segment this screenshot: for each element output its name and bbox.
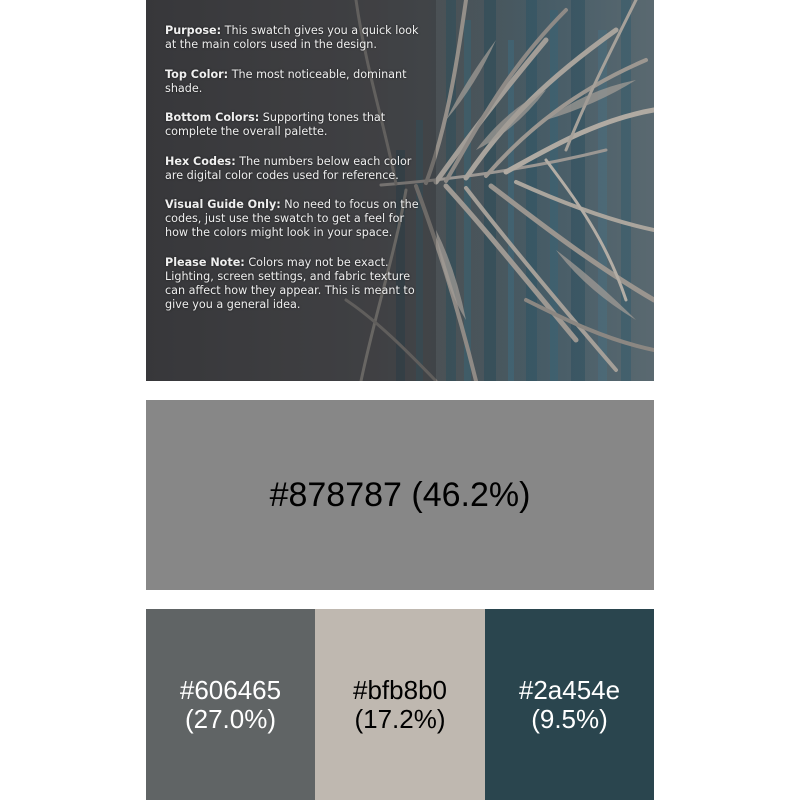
- info-please-note: Please Note: Colors may not be exact. Lighting, screen settings, and fabric texture can affect how they appear. This is meant to give you a general idea.: [165, 255, 415, 311]
- secondary-color-swatch: [315, 609, 485, 800]
- info-hex-codes: Hex Codes: The numbers below each color are digital color codes used for reference.: [165, 154, 412, 182]
- secondary-color-label: [519, 676, 620, 732]
- info-visual-guide: Visual Guide Only: No need to focus on the codes, just use the swatch to get a feel for how the colors might look in your space.: [165, 198, 419, 239]
- color-swatch-card: [146, 0, 654, 800]
- percentage: (9.5%): [531, 703, 608, 734]
- secondary-color-label: [180, 676, 281, 732]
- hex-code: #606465: [179, 675, 282, 706]
- secondary-colors-row: [146, 609, 654, 800]
- main-color-swatch: [146, 400, 654, 590]
- secondary-color-label: [353, 676, 447, 732]
- swatch-info-text: [165, 24, 427, 327]
- secondary-color-swatch: [485, 609, 654, 800]
- percentage: (27.0%): [184, 703, 277, 734]
- rug-photo-panel: [146, 0, 654, 381]
- main-color-label: #878787 (46.2%): [269, 475, 531, 514]
- hex-code: #bfb8b0: [353, 675, 447, 706]
- info-top-color: Top Color: The most noticeable, dominant shade.: [165, 67, 407, 95]
- info-purpose: Purpose: This swatch gives you a quick look at the main colors used in the design.: [165, 24, 419, 51]
- percentage: (17.2%): [354, 703, 446, 734]
- hex-code: #2a454e: [518, 675, 621, 706]
- info-bottom-colors: Bottom Colors: Supporting tones that complete the overall palette.: [165, 111, 386, 138]
- secondary-color-swatch: [146, 609, 315, 800]
